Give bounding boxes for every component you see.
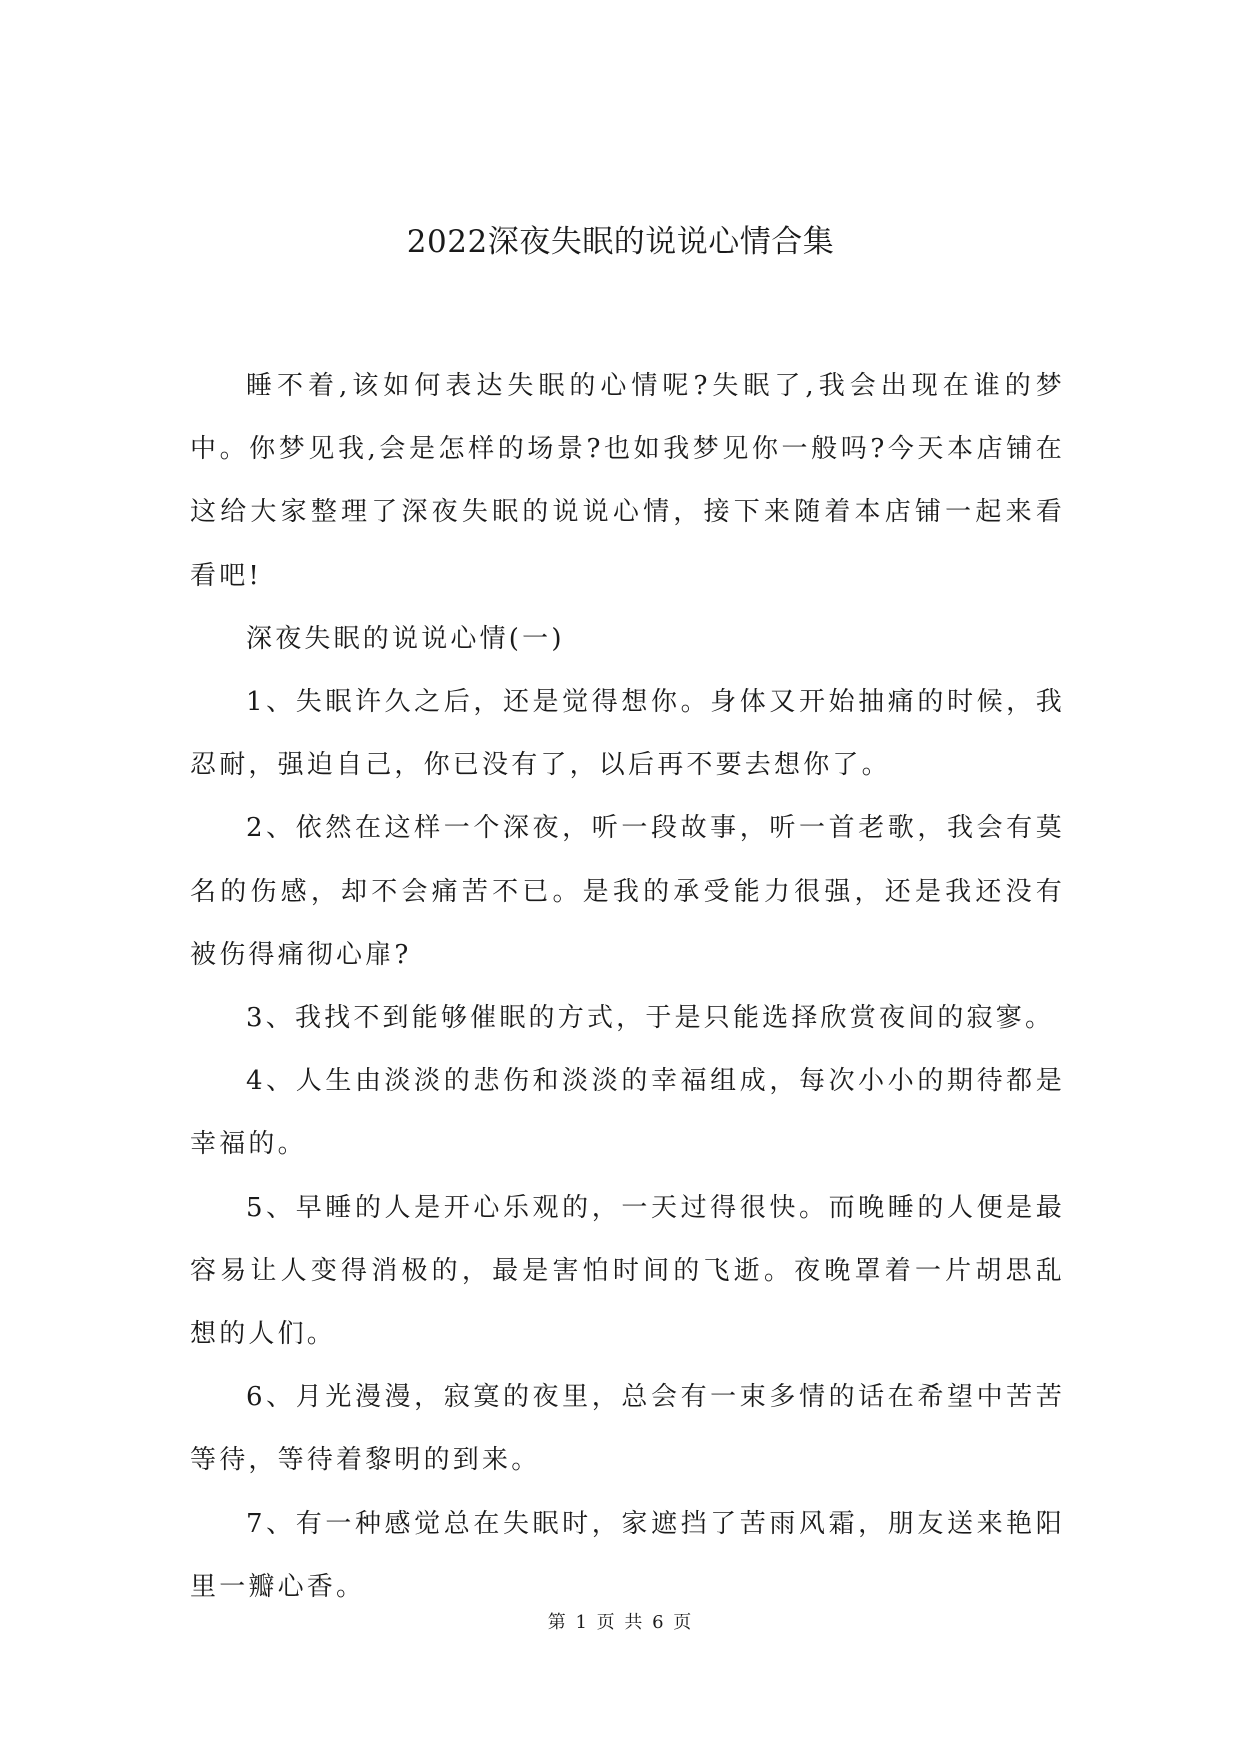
- document-title: 2022深夜失眠的说说心情合集: [406, 224, 835, 260]
- document-body: [190, 355, 1065, 1619]
- section-heading: 深夜失眠的说说心情(一): [246, 623, 565, 654]
- list-item-7: 7、有一种感觉总在失眠时，家遮挡了苦雨风霜，朋友送来艳阳里一瓣心香。: [190, 1508, 1065, 1602]
- list-item-1: 1、失眠许久之后，还是觉得想你。身体又开始抽痛的时候，我忍耐，强迫自己，你已没有了，以后再不要去想你了。: [190, 687, 1065, 781]
- list-item-6: 6、月光漫漫，寂寞的夜里，总会有一束多情的话在希望中苦苦等待，等待着黎明的到来。: [190, 1382, 1065, 1476]
- list-item-5: 5、早睡的人是开心乐观的，一天过得很快。而晚睡的人便是最容易让人变得消极的，最是害怕时间的飞逝。夜晚罩着一片胡思乱想的人们。: [190, 1192, 1065, 1350]
- page-footer: 第 1 页 共 6 页: [547, 1612, 694, 1633]
- list-item-4: 4、人生由淡淡的悲伤和淡淡的幸福组成，每次小小的期待都是幸福的。: [190, 1066, 1065, 1160]
- list-item-3: 3、我找不到能够催眠的方式，于是只能选择欣赏夜间的寂寥。: [246, 1003, 1055, 1034]
- list-item-2: 2、依然在这样一个深夜，听一段故事，听一首老歌，我会有莫名的伤感，却不会痛苦不已。是我的承受能力很强，还是我还没有被伤得痛彻心扉?: [190, 813, 1065, 970]
- intro-paragraph: 睡不着,该如何表达失眠的心情呢?失眠了,我会出现在谁的梦中。你梦见我,会是怎样的场景?也如我梦见你一般吗?今天本店铺在这给大家整理了深夜失眠的说说心情，接下来随着本店铺一起来看看吧!: [190, 371, 1065, 591]
